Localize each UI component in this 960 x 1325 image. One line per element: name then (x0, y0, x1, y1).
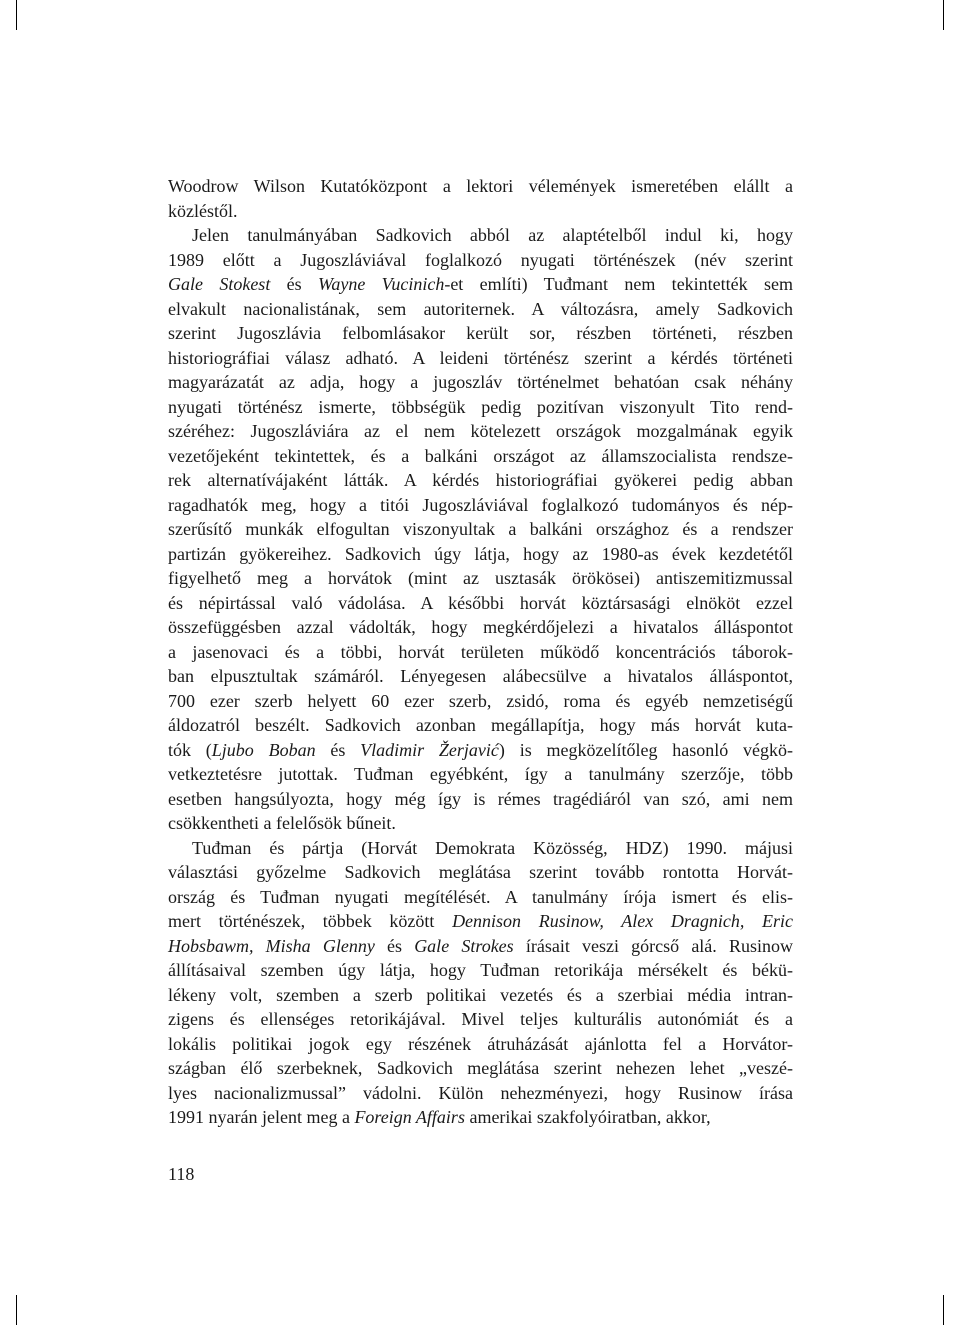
text-line (168, 297, 793, 322)
text-line (168, 934, 793, 959)
text-line (168, 517, 793, 542)
text-segment: rek alternatívájaként látták. A kérdés historiográfiai gyökerei pedig abban (168, 470, 793, 490)
text-line (168, 542, 793, 567)
text-line (168, 419, 793, 444)
text-segment: vetkeztetésre jutottak. Tuđman egyébként, így a tanulmány szerzője, több (168, 764, 793, 784)
text-line (168, 689, 793, 714)
text-line (168, 738, 793, 763)
text-line (168, 885, 793, 910)
text-segment: mert történészek, többek között (168, 911, 453, 931)
text-segment: szágban élő szerbeknek, Sadkovich meglátása szerint nehezen lehet „veszé- (168, 1058, 793, 1078)
text-line (168, 370, 793, 395)
text-segment: 700 ezer szerb helyett 60 ezer szerb, zsidó, roma és egyéb nemzetiségű (168, 690, 793, 711)
text-line (168, 664, 793, 689)
text-line (168, 1007, 793, 1032)
text-segment: állításaival szemben úgy látja, hogy Tuđman retorikája mérsékelt és békü- (168, 960, 793, 980)
text-segment: elvakult nacionalistának, sem autoriternek. A változásra, amely Sadkovich (168, 298, 793, 319)
text-segment: lyes nacionalizmussal” vádolni. Külön nehezményezi, hogy Rusinow írása (168, 1082, 793, 1103)
text-segment: figyelhető meg a horvátok (mint az usztasák örökösei) antiszemitizmussal (168, 568, 793, 588)
text-segment: széréhez: Jugoszláviára az el nem kötelezett országok mozgalmának egyik (168, 421, 793, 441)
text-line (168, 1056, 793, 1081)
text-segment: és (315, 739, 361, 760)
text-line (168, 248, 793, 273)
crop-mark-top-right (943, 0, 944, 30)
text-segment: közléstől. (168, 200, 238, 221)
crop-mark-top-left (16, 0, 17, 30)
text-line (168, 444, 793, 469)
text-segment: partizán gyökereihez. Sadkovich úgy látja, hogy az 1980-as évek kezdetétől (168, 543, 793, 564)
text-segment: zigens és ellenséges retorikájával. Mivel teljes kulturális autonómiát és a (168, 1009, 793, 1029)
text-segment: lékeny volt, szemben a szerb politikai vezetés és a szerbiai média intran- (168, 984, 793, 1005)
text-segment: Woodrow Wilson Kutatóközpont a lektori vélemények ismeretében elállt a (168, 176, 793, 196)
text-segment: -et említi) Tuđmant nem tekintették sem (444, 274, 793, 294)
italic-text: Gale Stokest (168, 274, 271, 294)
text-line (168, 174, 793, 199)
text-line (168, 909, 793, 934)
text-line (168, 860, 793, 885)
text-segment: 1989 előtt a Jugoszláviával foglalkozó nyugati történészek (név szerint (168, 249, 793, 270)
italic-text: Wayne Vucinich (318, 274, 445, 294)
text-line (168, 836, 793, 861)
text-segment: és (374, 935, 415, 956)
text-line (168, 199, 793, 224)
text-line (168, 615, 793, 640)
text-segment: Tuđman és pártja (Horvát Demokrata Közösség, HDZ) 1990. májusi (192, 837, 793, 858)
text-line (168, 346, 793, 371)
text-segment: összefüggésben azzal vádolták, hogy megkérdőjelezi a hivatalos álláspontot (168, 617, 793, 637)
text-segment: írásait veszi górcső alá. Rusinow (513, 935, 793, 956)
text-line (168, 1081, 793, 1106)
italic-text: Vladimir Žerjavić (360, 739, 499, 760)
text-line (168, 1032, 793, 1057)
text-segment: 1991 nyarán jelent meg a (168, 1107, 355, 1127)
italic-text: Dennison Rusinow, Alex Dragnich, Eric (452, 911, 793, 931)
text-segment: nyugati történész ismerte, többségük pedig pozitívan viszonyult Tito rend- (168, 396, 793, 417)
text-line (168, 272, 793, 297)
text-segment: ragadhatók meg, hogy a titói Jugoszláviával foglalkozó tudományos és nép- (168, 494, 793, 515)
italic-text: Ljubo Boban (211, 739, 316, 760)
text-line (168, 983, 793, 1008)
text-segment: áldozatról beszélt. Sadkovich azonban megállapítja, hogy más horvát kuta- (168, 715, 793, 735)
text-line (168, 640, 793, 665)
text-segment: magyarázatát az adja, hogy a jugoszláv történelmet behatóan csak néhány (168, 372, 793, 392)
page-number: 118 (168, 1164, 195, 1184)
text-line (168, 591, 793, 616)
text-segment: ) is megközelítőleg hasonló végkö- (498, 739, 793, 760)
text-line (168, 468, 793, 493)
text-segment: vezetőjeként tekintettek, és a balkáni országot az államszocialista rendsze- (168, 445, 793, 466)
crop-mark-bottom-right (943, 1295, 944, 1325)
text-segment: és népirtással való vádolása. A későbbi horvát köztársasági elnököt ezzel (168, 592, 793, 613)
text-line (168, 493, 793, 518)
text-segment: amerikai szakfolyóiratban, akkor, (464, 1107, 711, 1127)
text-line (168, 1105, 793, 1130)
text-line (168, 223, 793, 248)
text-segment: historiográfiai válasz adható. A leideni történész szerint a kérdés történeti (168, 347, 793, 368)
text-segment: választási győzelme Sadkovich meglátása szerint tovább rontotta Horvát- (168, 862, 793, 882)
text-segment: esetben hangsúlyozta, hogy még így is rémes tragédiáról van szó, ami nem (168, 788, 793, 809)
text-line (168, 787, 793, 812)
text-segment: szerint Jugoszlávia felbomlásakor került sor, részben történeti, részben (168, 323, 793, 343)
text-line (168, 395, 793, 420)
text-segment: és (270, 274, 319, 294)
italic-text: Gale Strokes (414, 935, 514, 956)
text-line (168, 958, 793, 983)
text-line (168, 713, 793, 738)
text-segment: ország és Tuđman nyugati megítélését. A tanulmány írója ismert és elis- (168, 886, 793, 907)
text-line (168, 321, 793, 346)
text-segment: lokális politikai jogok egy részének átruházását ajánlotta fel a Horvátor- (168, 1033, 793, 1054)
text-segment: a jasenovaci és a többi, horvát területen működő koncentrációs táborok- (168, 641, 793, 662)
text-segment: csökkentheti a felelősök bűneit. (168, 813, 396, 833)
body-text (168, 174, 793, 1130)
italic-text: Foreign Affairs (354, 1107, 465, 1127)
text-segment: ban elpusztultak számáról. Lényegesen alábecsülve a hivatalos álláspontot, (168, 666, 793, 686)
text-segment: tók ( (168, 739, 212, 760)
crop-mark-bottom-left (16, 1295, 17, 1325)
italic-text: Hobsbawm, Misha Glenny (168, 935, 375, 956)
text-line (168, 811, 793, 836)
text-segment: szerűsítő munkák elfogultan viszonyultak a balkáni országhoz és a rendszer (168, 519, 793, 539)
text-segment: Jelen tanulmányában Sadkovich abból az alaptételből indul ki, hogy (192, 225, 793, 245)
text-line (168, 566, 793, 591)
text-line (168, 762, 793, 787)
